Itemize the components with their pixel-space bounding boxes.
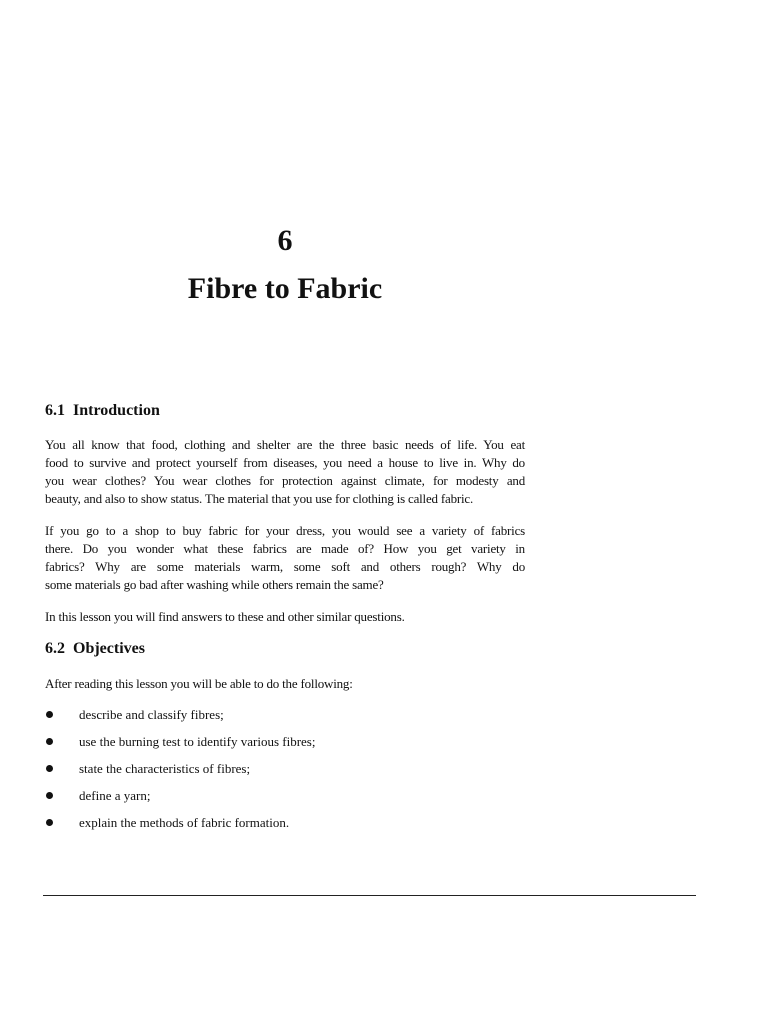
paragraph-line: some materials go bad after washing while others remain the same? [45,577,384,592]
bullet-icon [46,765,53,772]
objective-text: describe and classify fibres; [79,707,224,722]
paragraph-line: fabrics? Why are some materials warm, some soft and others rough? Why do [45,559,525,574]
bullet-icon [46,819,53,826]
paragraph-line: If you go to a shop to buy fabric for your dress, you would see a variety of fabrics [45,523,525,538]
paragraph-line: there. Do you wonder what these fabrics are made of? How you get variety in [45,541,525,556]
chapter-number: 6 [277,224,293,257]
section-number: 6.2 [45,640,65,657]
bullet-icon [46,738,53,745]
intro-paragraph-1 [45,436,525,508]
objective-text: explain the methods of fabric formation. [79,815,290,830]
paragraph-line: After reading this lesson you will be able to do the following: [45,676,353,691]
section-heading-objectives [45,639,145,659]
section-title: Objectives [73,640,145,657]
intro-paragraph-3 [45,608,525,626]
bullet-icon [46,792,53,799]
section-number: 6.1 [45,402,65,419]
paragraph-line: food to survive and protect yourself from diseases, you need a house to live in. Why do [45,455,525,470]
objective-text: use the burning test to identify various fibres; [79,734,316,749]
objective-text: define a yarn; [79,788,151,803]
paragraph-line: beauty, and also to show status. The material that you use for clothing is called fabric. [45,491,474,506]
paragraph-line: you wear clothes? You wear clothes for protection against climate, for modesty and [45,473,525,488]
objectives-intro [45,675,525,693]
objective-text: state the characteristics of fibres; [79,761,251,776]
section-heading-introduction [45,401,160,421]
bullet-icon [46,711,53,718]
intro-paragraph-2 [45,522,525,594]
section-title: Introduction [73,402,160,419]
paragraph-line: You all know that food, clothing and shelter are the three basic needs of life. You eat [45,437,525,452]
paragraph-line: In this lesson you will find answers to these and other similar questions. [45,609,405,624]
chapter-title: Fibre to Fabric [187,272,383,305]
horizontal-rule [43,895,696,896]
